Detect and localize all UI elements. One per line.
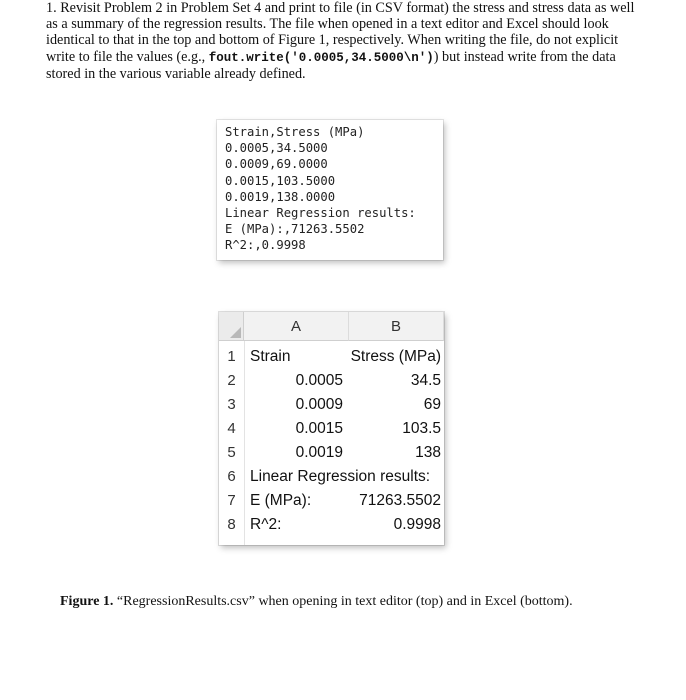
editor-line: 0.0019,138.0000 (225, 189, 336, 204)
problem-statement (46, 0, 648, 82)
problem-text-after-code: ) but instead write from the data stored in the various variable already defined. (46, 48, 616, 82)
cell-b5[interactable]: 138 (415, 444, 441, 461)
row-header[interactable]: 8 (219, 513, 244, 537)
cell-a5[interactable]: 0.0019 (295, 444, 343, 461)
select-all-corner[interactable] (219, 312, 244, 341)
excel-view (219, 312, 444, 545)
problem-text-before-code: 1. Revisit Problem 2 in Problem Set 4 and print to file (in CSV format) the stress and stress data as well as a summary of the regression results. The file when opened in a text editor and Excel should look identical to that in the top and bottom of Figure 1, respectively. When writing the file, do not explicit write to file the values (e.g., (46, 0, 635, 65)
cell-a7[interactable]: E (MPa): (250, 492, 312, 509)
cell-a6[interactable]: Linear Regression results: (250, 468, 431, 485)
cell-a3[interactable]: 0.0009 (295, 396, 343, 413)
code-snippet: fout.write('0.0005,34.5000\n') (208, 50, 434, 65)
figure-caption (60, 594, 660, 610)
cell-b4[interactable]: 103.5 (402, 420, 441, 437)
row-header[interactable]: 1 (219, 345, 244, 369)
row-header[interactable]: 4 (219, 417, 244, 441)
figure-label: Figure 1. (60, 594, 114, 609)
row-header[interactable]: 6 (219, 465, 244, 489)
cell-b3[interactable]: 69 (423, 396, 441, 413)
text-editor-view (217, 120, 443, 260)
cell-a8[interactable]: R^2: (250, 516, 282, 533)
row-header[interactable]: 5 (219, 441, 244, 465)
select-all-triangle-icon (230, 327, 241, 338)
editor-line: R^2:,0.9998 (225, 238, 306, 253)
column-header-a[interactable]: A (244, 312, 349, 341)
cell-b8[interactable]: 0.9998 (393, 516, 441, 533)
editor-line: 0.0015,103.5000 (225, 173, 336, 188)
cell-b7[interactable]: 71263.5502 (359, 492, 441, 509)
editor-line: E (MPa):,71263.5502 (225, 222, 365, 237)
cell-a1[interactable]: Strain (250, 348, 291, 365)
editor-line: Strain,Stress (MPa) (225, 125, 365, 139)
row-header[interactable]: 2 (219, 369, 244, 393)
cell-b1[interactable]: Stress (MPa) (350, 348, 441, 365)
column-header-b[interactable]: B (349, 312, 444, 341)
editor-line: 0.0009,69.0000 (225, 157, 328, 172)
row-header[interactable]: 7 (219, 489, 244, 513)
cell-a4[interactable]: 0.0015 (295, 420, 343, 437)
figure-caption-text: “RegressionResults.csv” when opening in text editor (top) and in Excel (bottom). (113, 594, 573, 609)
editor-line: Linear Regression results: (225, 206, 416, 221)
cell-b2[interactable]: 34.5 (410, 372, 441, 389)
row-header[interactable]: 3 (219, 393, 244, 417)
cell-a2[interactable]: 0.0005 (295, 372, 343, 389)
editor-line: 0.0005,34.5000 (225, 141, 328, 156)
